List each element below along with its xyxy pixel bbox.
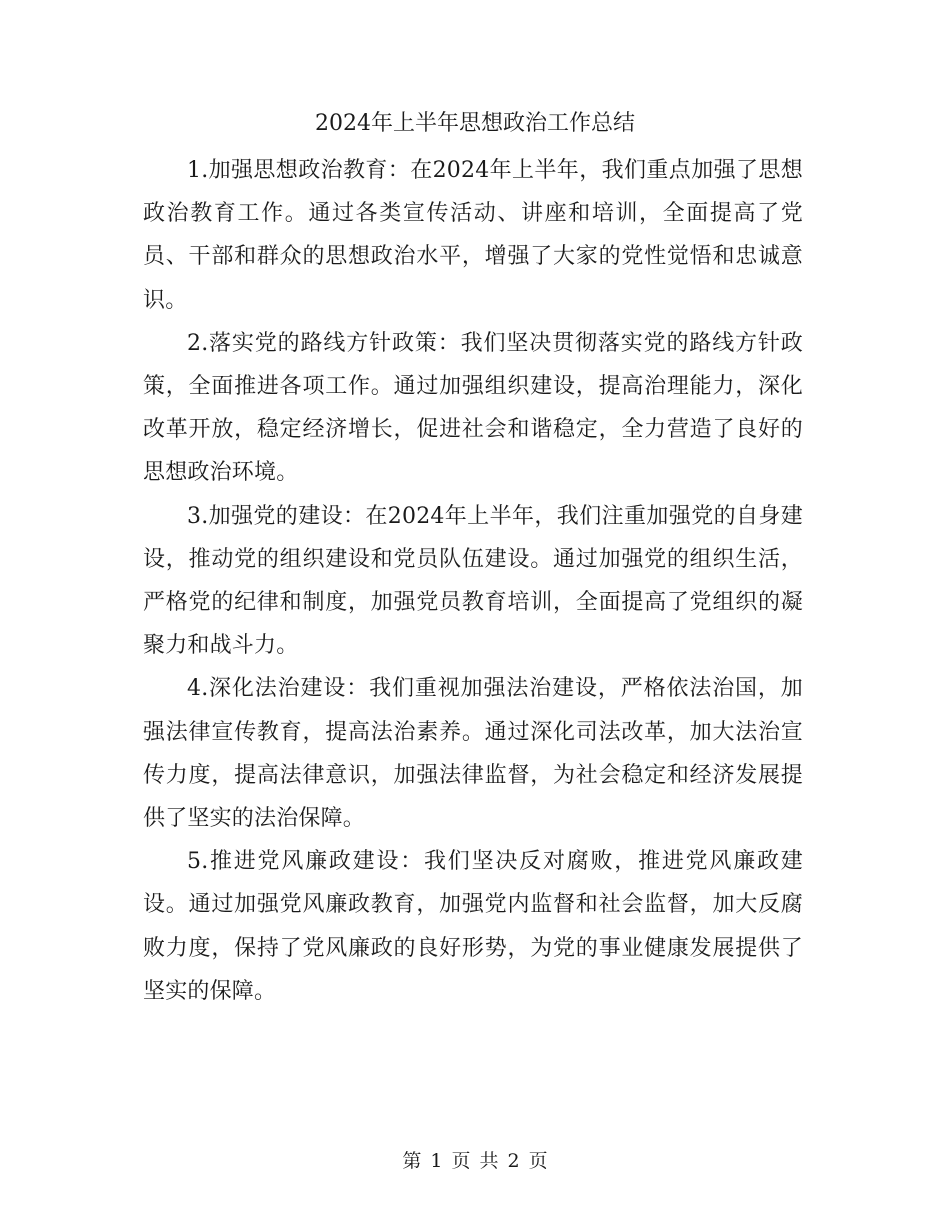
paragraph-4: 4.深化法治建设：我们重视加强法治建设，严格依法治国，加强法律宣传教育，提高法治素养。通过深化司法改革，加大法治宣传力度，提高法律意识，加强法律监督，为社会稳定和经济发展提供了坚实的法治保障。: [143, 676, 803, 832]
paragraph-3: 3.加强党的建设：在2024年上半年，我们注重加强党的自身建设，推动党的组织建设和党员队伍建设。通过加强党的组织生活，严格党的纪律和制度，加强党员教育培训，全面提高了党组织的凝聚力和战斗力。: [143, 503, 803, 659]
document-body: [143, 149, 803, 1013]
paragraph-1: 1.加强思想政治教育：在2024年上半年，我们重点加强了思想政治教育工作。通过各类宣传活动、讲座和培训，全面提高了党员、干部和群众的思想政治水平，增强了大家的党性觉悟和忠诚意识。: [143, 158, 803, 313]
document-title: 2024年上半年思想政治工作总结: [315, 111, 635, 136]
page-number-footer: 第 1 页 共 2 页: [402, 1150, 548, 1172]
paragraph-5: 5.推进党风廉政建设：我们坚决反对腐败，推进党风廉政建设。通过加强党风廉政教育，加强党内监督和社会监督，加大反腐败力度，保持了党风廉政的良好形势，为党的事业健康发展提供了坚实的保障。: [143, 849, 803, 1004]
paragraph-2: 2.落实党的路线方针政策：我们坚决贯彻落实党的路线方针政策，全面推进各项工作。通过加强组织建设，提高治理能力，深化改革开放，稳定经济增长，促进社会和谐稳定，全力营造了良好的思想政治环境。: [143, 330, 803, 486]
